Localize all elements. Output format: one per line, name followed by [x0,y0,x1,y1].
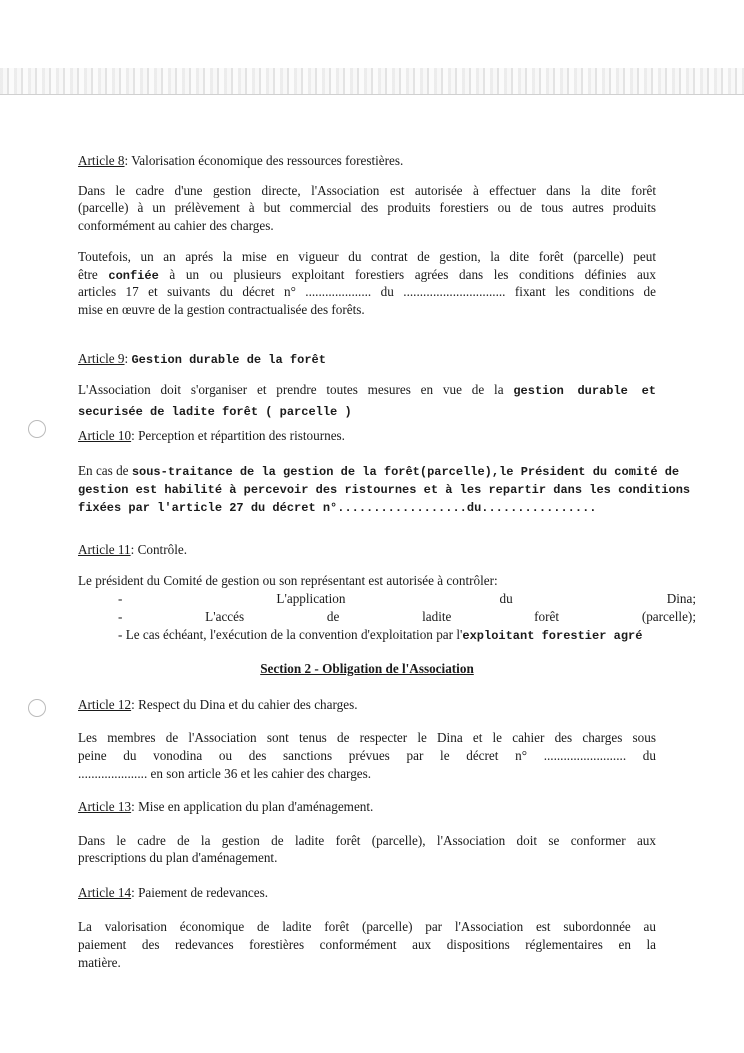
article-10-para-line [78,480,691,499]
article-13-heading-line [78,798,656,815]
text-segment: : Valorisation économique des ressources forestières. [124,153,404,168]
text-segment: sous-traitance de la gestion de la forêt(parcelle),le Président du comité de [131,465,680,479]
text-segment: Gestion durable de la forêt [131,353,326,367]
article-8-para-2-line [78,283,656,300]
text-segment: prescriptions du plan d'aménagement. [78,850,278,865]
article-14-para-line [78,936,656,953]
article-label: Article 10 [78,428,132,443]
article-14-para-line [78,954,656,971]
text-segment: Toutefois, un an aprés la mise en vigueur du contrat de gestion, la dite forêt (parcelle) peut [78,249,656,264]
article-8-para-1-line [78,182,656,199]
scan-noise-band [0,68,744,94]
article-13-para-line [78,832,656,849]
text-segment: - Le cas échéant, l'exécution de la convention d'exploitation par l' [118,627,463,642]
text-segment: La valorisation économique de ladite forêt (parcelle) par l'Association est subordonnée au [78,919,656,934]
text-segment: exploitant forestier agré [462,629,643,643]
text-segment: Dans le cadre d'une gestion directe, l'Association est autorisée à effectuer dans la dite forêt [78,183,656,198]
text-segment: L'Association doit s'organiser et prendre toutes mesures en vue de la [78,382,514,397]
article-11-heading-line [78,541,656,558]
text-segment: matière. [78,955,121,970]
article-11-para-line [78,572,656,589]
article-11-list-line [118,608,696,625]
article-13-para-line [78,849,656,866]
article-11-list-line [118,590,696,607]
text-segment: : Contrôle. [130,542,188,557]
text-segment: fixées par l'article 27 du décret n°..................du................ [78,501,597,515]
article-label: Article 8 [78,153,125,168]
scan-divider [0,94,744,95]
article-label: Article 12 [78,697,132,712]
punch-hole [28,699,46,717]
article-10-para-line [78,462,680,481]
text-segment: Le président du Comité de gestion ou son représentant est autorisée à contrôler: [78,573,498,588]
article-8-heading-line [78,152,656,169]
punch-hole [28,420,46,438]
article-8-para-1-line [78,217,656,234]
text-segment: peine du vonodina ou des sanctions prévues par le décret n° ......................... du [78,748,656,763]
text-segment: - L'accés de ladite forêt (parcelle); [118,609,696,624]
text-segment: paiement des redevances forestières conformément aux dispositions réglementaires en la [78,937,656,952]
article-label: Article 14 [78,885,132,900]
section-2-title-line [78,660,656,677]
text-segment: : Mise en application du plan d'aménagement. [131,799,374,814]
article-label: Article 11 [78,542,131,557]
article-12-para-line [78,729,656,746]
article-label: Article 9 [78,351,125,366]
article-label: Section 2 - Obligation de l'Association [260,661,474,676]
article-11-list-line [118,626,696,645]
text-segment: : Perception et répartition des ristournes. [131,428,345,443]
text-segment: gestion est habilité à percevoir des ristournes et à les repartir dans les conditions [78,483,691,497]
article-12-para-line [78,765,656,782]
text-segment: securisée de ladite forêt ( parcelle ) [78,405,352,419]
article-8-para-2-line [78,301,656,318]
article-9-heading-line [78,350,656,369]
text-segment: articles 17 et suivants du décret n° .................... du ............................... fixant les conditions de [78,284,656,299]
text-segment: Dans le cadre de la gestion de ladite forêt (parcelle), l'Association doit se conformer aux [78,833,656,848]
text-segment: : Paiement de redevances. [131,885,269,900]
article-9-para-line [78,402,656,421]
article-10-heading-line [78,427,656,444]
text-segment: : [124,351,132,366]
text-segment: confiée [108,269,159,283]
text-segment: (parcelle) à un prélèvement à but commercial des produits forestiers ou de tous autres produits [78,200,656,215]
article-12-para-line [78,747,656,764]
text-segment: ..................... en son article 36 et les cahier des charges. [78,766,372,781]
text-segment: : Respect du Dina et du cahier des charges. [131,697,358,712]
article-14-heading-line [78,884,656,901]
article-14-para-line [78,918,656,935]
text-segment: Les membres de l'Association sont tenus de respecter le Dina et le cahier des charges sous [78,730,656,745]
text-segment: à un ou plusieurs exploitant forestiers agrées dans les conditions définies aux [158,267,656,282]
article-10-para-line [78,498,656,517]
article-label: Article 13 [78,799,132,814]
article-12-heading-line [78,696,656,713]
text-segment: mise en œuvre de la gestion contractualisée des forêts. [78,302,365,317]
text-segment: - L'application du Dina; [118,591,696,606]
text-segment: conformément au cahier des charges. [78,218,274,233]
text-segment: gestion durable et [513,384,656,398]
text-segment: être [78,267,109,282]
article-8-para-2-line [78,248,656,265]
article-9-para-line [78,381,656,400]
article-8-para-1-line [78,199,656,216]
text-segment: En cas de [78,463,132,478]
